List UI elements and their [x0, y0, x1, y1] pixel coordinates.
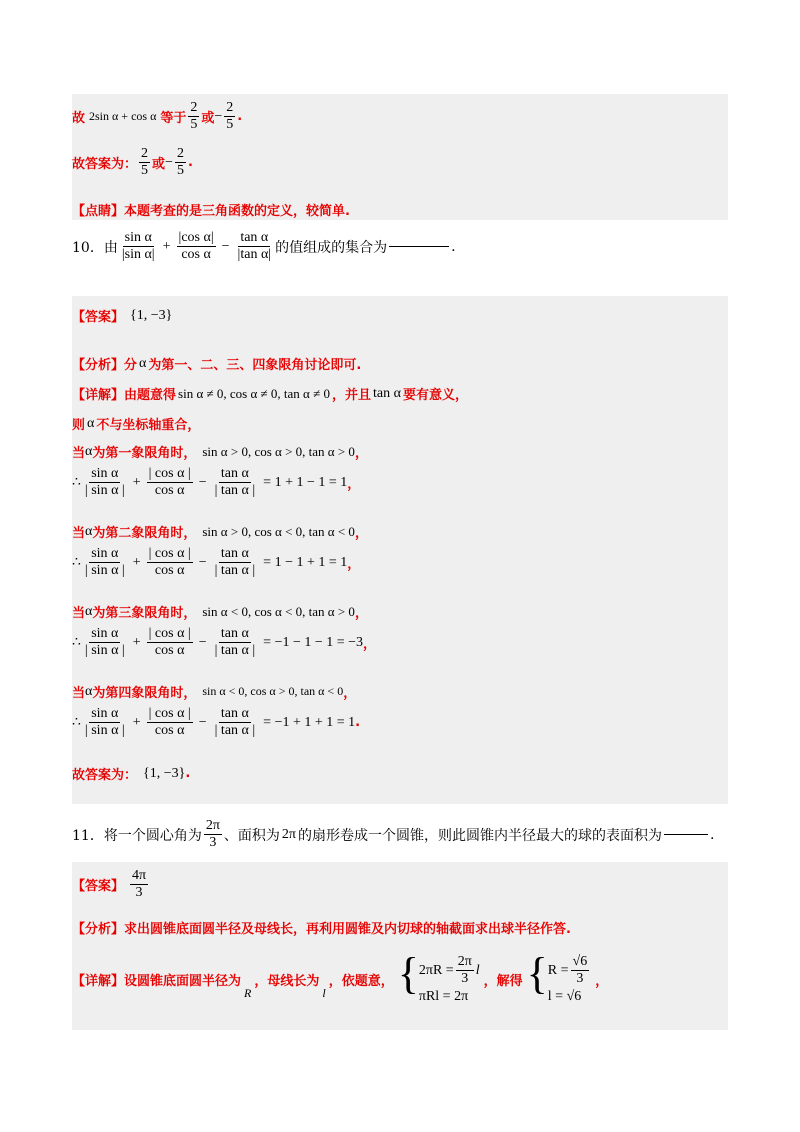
- q10-final-answer: 故答案为： {1, −3} .: [72, 765, 191, 783]
- answer-line: [72, 146, 193, 179]
- answer-fraction-1: $\frac{2}{5}$: [141, 146, 149, 179]
- expression: 2sin α + cos α: [89, 109, 157, 124]
- answer-value: {1, −3}: [130, 307, 173, 323]
- answer-blank: [389, 246, 449, 247]
- q10-term-3: $\frac{\text{tan α}}{\text{|tan α|}}$: [237, 230, 272, 263]
- case-2-condition: 当 α 为第二象限角时， sin α > 0, cos α < 0, tan α < 0 ，: [72, 523, 368, 541]
- answer-period: .: [187, 155, 193, 171]
- question-10-number: 10．由: [72, 239, 118, 256]
- q10-term-2: $\frac{\text{|cos α|}}{\text{cos α}}$: [178, 230, 214, 263]
- fraction-two-fifths: $\frac{2}{5}$: [190, 100, 198, 133]
- solution-system: { R = $\frac{√6}{3}$ l = √6: [526, 949, 588, 1005]
- or-text: 或: [201, 111, 215, 127]
- fraction-two-fifths-neg: $\frac{2}{5}$: [226, 100, 234, 133]
- q10-analysis: 【分析】 分 α 为第一、二、三、四象限角讨论即可.: [72, 355, 362, 373]
- question-10-text: 的值组成的集合为: [275, 239, 388, 256]
- q11-answer: 【答案】 $\frac{4\pi}{3}$: [72, 868, 147, 901]
- solution-box-q10: [72, 296, 728, 804]
- minus-sign: −: [214, 108, 223, 124]
- case-2-result: ∴ $\frac{\text{sin α}}{\text{| sin α |}}$ + $\frac{\text{| cos α |}}{\text{cos α}}$ − $\frac{\text{tan α}}{\text{| tan α |}}$ = 1 − 1 + 1 = 1 ，: [72, 546, 361, 579]
- equals-text: 等于: [160, 111, 187, 127]
- q11-detail: 【详解】 设圆锥底面圆半径为 R ，母线长为 l ，依题意， { 2πR = $\frac{2\pi}{3}$ l πRl = 2π ，解得 { R = $\frac{√6}{3}$ l = √6 ，: [72, 949, 609, 1005]
- case-3-condition: 当 α 为第三象限角时， sin α < 0, cos α < 0, tan α > 0 ，: [72, 603, 368, 621]
- conclusion-line: [72, 100, 242, 133]
- key-point-note: 【点睛】本题考查的是三角函数的定义，较简单.: [72, 204, 350, 219]
- q11-analysis: 【分析】求出圆锥底面圆半径及母线长，再利用圆锥及内切球的轴截面求出球半径作答.: [72, 922, 571, 937]
- q10-detail: 【详解】 由题意得 sin α ≠ 0, cos α ≠ 0, tan α ≠ 0 ，并且 tan α 要有意义，: [72, 385, 468, 403]
- q11-answer-value: $\frac{4\pi}{3}$: [132, 868, 147, 901]
- answer-minus: −: [165, 154, 173, 170]
- equation-system: { 2πR = $\frac{2\pi}{3}$ l πRl = 2π: [397, 949, 480, 1005]
- case-4-result: ∴ $\frac{\text{sin α}}{\text{| sin α |}}$ + $\frac{\text{| cos α |}}{\text{cos α}}$ − $\frac{\text{tan α}}{\text{| tan α |}}$ = −1 + 1 + 1 = 1 .: [72, 706, 361, 739]
- case-1-result: ∴ $\frac{\text{sin α}}{\text{| sin α |}}$ + $\frac{\text{| cos α |}}{\text{cos α}}$ − $\frac{\text{tan α}}{\text{| tan α |}}$ = 1 + 1 − 1 = 1 ，: [72, 466, 361, 499]
- axis-line: 则 α 不与坐标轴重合，: [72, 415, 201, 433]
- question-10: 10．由 $\frac{\text{sin α}}{\text{|sin α|}}$ + $\frac{\text{|cos α|}}{\text{cos α}}$ − $\frac{\text{tan α}}{\text{|tan α|}}$ 的值组成的集合为 .: [72, 230, 456, 263]
- solution-box-previous: [72, 94, 728, 220]
- conclusion-prefix: 故: [72, 111, 86, 127]
- answer-or: 或: [152, 157, 166, 173]
- q10-term-1: $\frac{\text{sin α}}{\text{|sin α|}}$: [121, 230, 155, 263]
- case-3-result: ∴ $\frac{\text{sin α}}{\text{| sin α |}}$ + $\frac{\text{| cos α |}}{\text{cos α}}$ − $\frac{\text{tan α}}{\text{| tan α |}}$ = −1 − 1 − 1 = −3 ，: [72, 626, 377, 659]
- answer-prefix: 故答案为：: [72, 157, 138, 173]
- q10-answer: [72, 306, 172, 325]
- answer-blank: [664, 834, 708, 835]
- q11-angle: $\frac{2\pi}{3}$: [205, 818, 220, 851]
- answer-label: 【答案】: [72, 310, 125, 325]
- period: .: [237, 109, 243, 125]
- case-1-condition: 当 α 为第一象限角时， sin α > 0, cos α > 0, tan α > 0 ，: [72, 443, 368, 461]
- case-4-condition: 当 α 为第四象限角时， sin α < 0, cos α > 0, tan α < 0 ，: [72, 683, 357, 701]
- solution-box-q11: [72, 862, 728, 1030]
- answer-fraction-2: $\frac{2}{5}$: [176, 146, 184, 179]
- question-11: 11．将一个圆心角为 $\frac{2\pi}{3}$ 、面积为 2π 的扇形卷成一个圆锥，则此圆锥内半径最大的球的表面积为 .: [72, 818, 715, 851]
